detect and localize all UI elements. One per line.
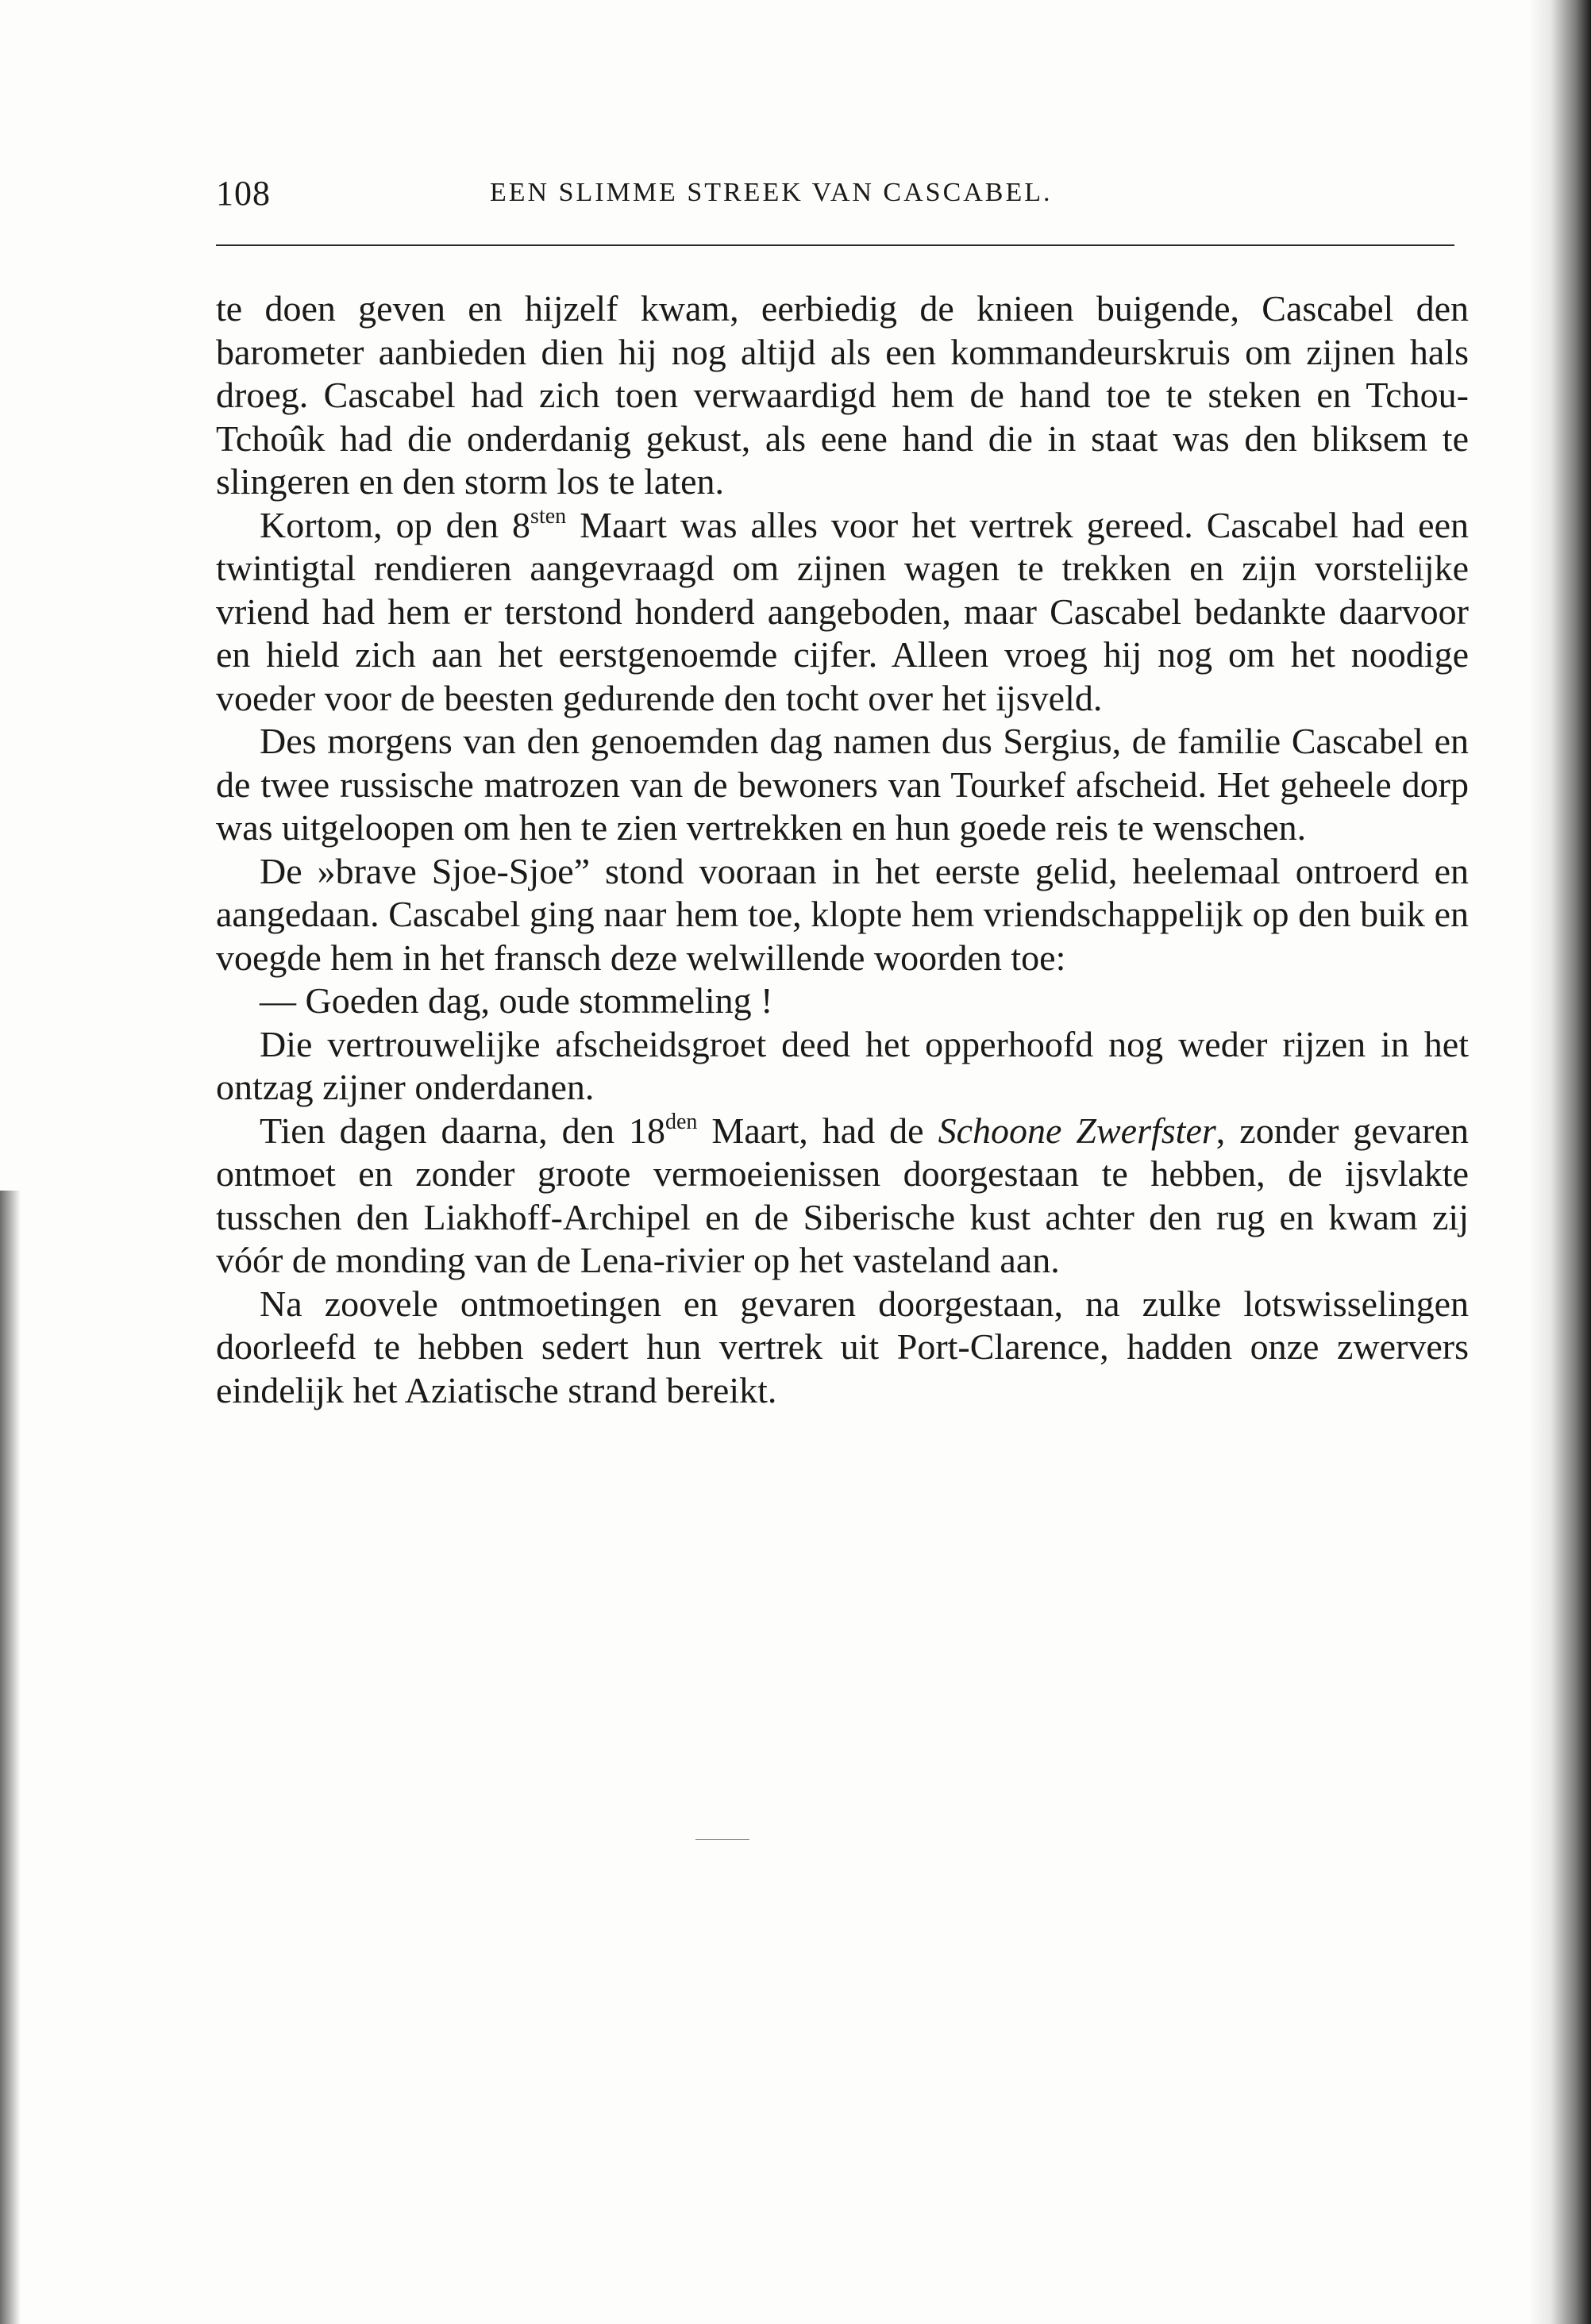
paragraph-4: De »brave Sjoe-Sjoe” stond vooraan in het eerste gelid, heelemaal ontroerd en aangedaan. Cascabel ging naar hem toe, klopte hem vriendschappelijk op den buik en voegde hem in het fransch deze welwillende woorden toe: [216, 850, 1469, 978]
paragraph-7-rest: , zonder gevaren ontmoet en zonder groote vermoeienissen doorgestaan te hebben, de ijsvlakte tusschen den Liakhoff-Archipel en de Siberische kust achter den rug en kwam zij vóór de monding van de Lena-rivier op het vasteland aan. [216, 1110, 1469, 1280]
header-rule [216, 244, 1454, 246]
page-number: 108 [216, 174, 271, 213]
ordinal-suffix: sten [530, 503, 567, 529]
paragraph-7-start: Tien dagen daarna, den 18 [260, 1110, 665, 1151]
paragraph-1: te doen geven en hijzelf kwam, eerbiedig de knieen buigende, Cascabel den barometer aanbieden dien hij nog altijd als een kommandeurskruis om zijnen hals droeg. Cascabel had zich toen verwaardigd hem de hand toe te steken en Tchou-Tchoûk had die onderdanig gekust, als eene hand die in staat was den bliksem te slingeren en den storm los te laten. [216, 288, 1469, 502]
body-text [216, 287, 1469, 1412]
paragraph-2-rest: Maart was alles voor het vertrek gereed. Cascabel had een twintigtal rendieren aangevraagd om zijnen wagen te trekken en zijn vorstelijke vriend had hem er terstond honderd aangeboden, maar Cascabel bedankte daarvoor en hield zich aan het eerstgenoemde cijfer. Alleen vroeg hij nog om het noodige voeder voor de beesten gedurende den tocht over het ijsveld. [216, 504, 1470, 718]
paragraph-3: Des morgens van den genoemden dag namen dus Sergius, de familie Cascabel en de twee russische matrozen van de bewoners van Tourkef afscheid. Het geheele dorp was uitgeloopen om hen te zien vertrekken en hun goede reis te wenschen. [216, 721, 1469, 848]
ship-name: Schoone Zwerfster [938, 1110, 1216, 1151]
paragraph-7 [216, 1110, 1469, 1283]
paragraph-8: Na zoovele ontmoetingen en gevaren doorgestaan, na zulke lotswisselingen doorleefd te hebben sedert hun vertrek uit Port-Clarence, hadden onze zwervers eindelijk het Aziatische strand bereikt. [216, 1283, 1469, 1410]
paragraph-2-start: Kortom, op den 8 [260, 504, 531, 545]
running-title: EEN SLIMME STREEK VAN CASCABEL. [490, 178, 1053, 207]
scan-edge-left [0, 1191, 21, 2324]
paragraph-6: Die vertrouwelijke afscheidsgroet deed het opperhoofd nog weder rijzen in het ontzag zijner onderdanen. [216, 1023, 1469, 1107]
chapter-end-rule [695, 1839, 749, 1840]
scan-edge-right [1529, 0, 1591, 2324]
paragraph-2 [216, 504, 1469, 721]
page-header [216, 173, 1454, 229]
paragraph-5-dialogue: — Goeden dag, oude stommeling ! [260, 980, 773, 1021]
paragraph-7-mid: Maart, had de [697, 1110, 938, 1151]
ordinal-suffix: den [665, 1109, 698, 1134]
